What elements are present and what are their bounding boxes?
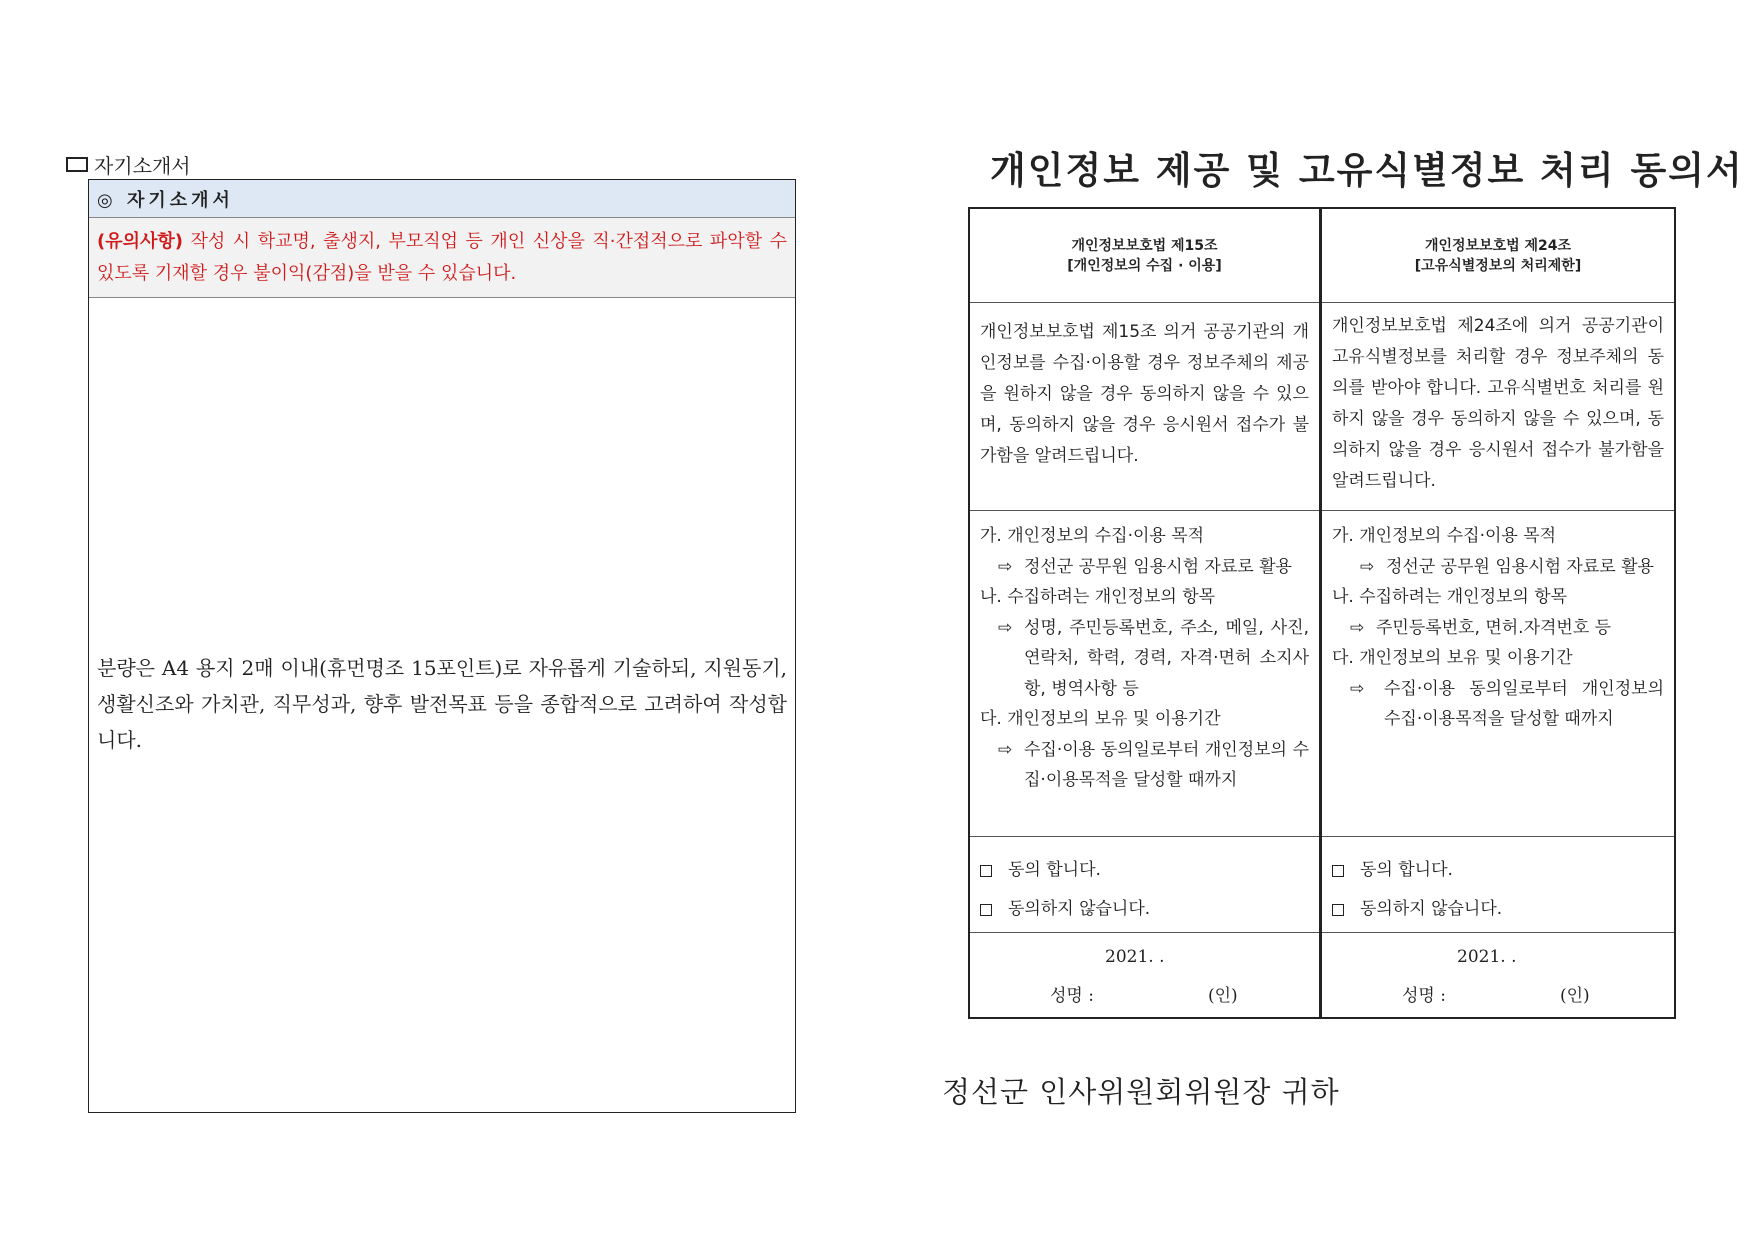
law-notice: 개인정보보호법 제24조에 의거 공공기관이 고유식별정보를 처리할 경우 정보주체의 동의를 받아야 합니다. 고유식별번호 처리를 원하지 않을 경우 동의하지 않을 수 있으며, 동의하지 않을 경우 응시원서 접수가 불가함을 알려드립니다. <box>1322 303 1674 511</box>
name-label: 성명 : <box>1050 986 1094 1006</box>
disagree-option[interactable]: 동의하지 않습니다. <box>980 890 1309 929</box>
arrow-icon: ⇨ <box>1360 556 1375 577</box>
arrow-icon: ⇨ <box>1350 617 1365 638</box>
seal-mark[interactable]: (인) <box>1208 986 1238 1006</box>
item-title: 나. 수집하려는 개인정보의 항목 <box>1332 587 1568 607</box>
arrow-icon: ⇨ <box>998 739 1013 760</box>
consent-column-article-24 <box>1322 209 1674 1017</box>
section-heading <box>66 150 191 179</box>
checkbox-icon[interactable] <box>1332 865 1344 877</box>
addressee-line: 정선군 인사위원회위원장 귀하 <box>942 1075 1340 1109</box>
law-title: 개인정보보호법 제24조 <box>1424 237 1572 254</box>
consent-table <box>968 207 1676 1019</box>
law-subtitle: [고유식별정보의 처리제한] <box>1414 257 1582 274</box>
consent-items <box>1322 511 1674 837</box>
arrow-icon: ⇨ <box>998 556 1013 577</box>
writing-guide-text[interactable]: 분량은 A4 용지 2매 이내(휴먼명조 15포인트)로 자유롭게 기술하되, 지원동기, 생활신조와 가치관, 직무성과, 향후 발전목표 등을 종합적으로 고려하여 작성합니다. <box>97 656 787 752</box>
self-introduction-box <box>88 179 796 1113</box>
caution-text: 작성 시 학교명, 출생지, 부모직업 등 개인 신상을 직·간접적으로 파악할 수 있도록 기재할 경우 불이익(감점)을 받을 수 있습니다. <box>97 231 787 284</box>
section-heading-text: 자기소개서 <box>94 154 191 178</box>
law-header <box>1322 209 1674 303</box>
self-introduction-header: ◎ 자기소개서 <box>89 180 795 218</box>
item-title: 가. 개인정보의 수집·이용 목적 <box>980 526 1205 546</box>
date-field[interactable]: 2021. . <box>1105 947 1165 967</box>
seal-mark[interactable]: (인) <box>1560 986 1590 1006</box>
law-header <box>970 209 1319 303</box>
agreement-options <box>970 837 1319 933</box>
name-label: 성명 : <box>1402 986 1446 1006</box>
item-title: 나. 수집하려는 개인정보의 항목 <box>980 587 1216 607</box>
law-notice: 개인정보보호법 제15조 의거 공공기관의 개인정보를 수집·이용할 경우 정보주체의 제공을 원하지 않을 경우 동의하지 않을 수 있으며, 동의하지 않을 경우 응시원서 접수가 불가함을 알려드립니다. <box>970 303 1319 511</box>
item-detail: ⇨ 정선군 공무원 임용시험 자료로 활용 <box>1332 552 1664 583</box>
disagree-option[interactable]: 동의하지 않습니다. <box>1332 890 1664 929</box>
consent-form-title: 개인정보 제공 및 고유식별정보 처리 동의서 <box>990 148 1744 192</box>
square-bullet-icon <box>66 157 88 172</box>
caution-notice <box>89 218 795 298</box>
law-subtitle: [개인정보의 수집 · 이용] <box>1067 257 1222 274</box>
arrow-icon: ⇨ <box>998 617 1013 638</box>
agreement-options <box>1322 837 1674 933</box>
caution-label: (유의사항) <box>97 231 184 252</box>
checkbox-icon[interactable] <box>980 904 992 916</box>
signature-area <box>970 933 1319 1017</box>
item-title: 가. 개인정보의 수집·이용 목적 <box>1332 526 1557 546</box>
item-detail: ⇨ 수집·이용 동의일로부터 개인정보의 수집·이용목적을 달성할 때까지 <box>1332 674 1664 735</box>
arrow-icon: ⇨ <box>1350 678 1365 699</box>
item-detail: ⇨ 주민등록번호, 면허.자격번호 등 <box>1332 613 1664 644</box>
consent-items <box>970 511 1319 837</box>
item-title: 다. 개인정보의 보유 및 이용기간 <box>980 709 1221 729</box>
agree-option[interactable]: 동의 합니다. <box>1332 851 1664 890</box>
law-title: 개인정보보호법 제15조 <box>1071 237 1218 254</box>
date-field[interactable]: 2021. . <box>1457 947 1517 967</box>
consent-column-article-15 <box>970 209 1322 1017</box>
item-detail: ⇨ 수집·이용 동의일로부터 개인정보의 수집·이용목적을 달성할 때까지 <box>980 735 1309 796</box>
item-detail: ⇨ 정선군 공무원 임용시험 자료로 활용 <box>980 552 1309 583</box>
item-title: 다. 개인정보의 보유 및 이용기간 <box>1332 648 1573 668</box>
agree-option[interactable]: 동의 합니다. <box>980 851 1309 890</box>
signature-area <box>1322 933 1674 1017</box>
item-detail: ⇨ 성명, 주민등록번호, 주소, 메일, 사진, 연락처, 학력, 경력, 자격·면허 소지사항, 병역사항 등 <box>980 613 1309 705</box>
checkbox-icon[interactable] <box>980 865 992 877</box>
checkbox-icon[interactable] <box>1332 904 1344 916</box>
